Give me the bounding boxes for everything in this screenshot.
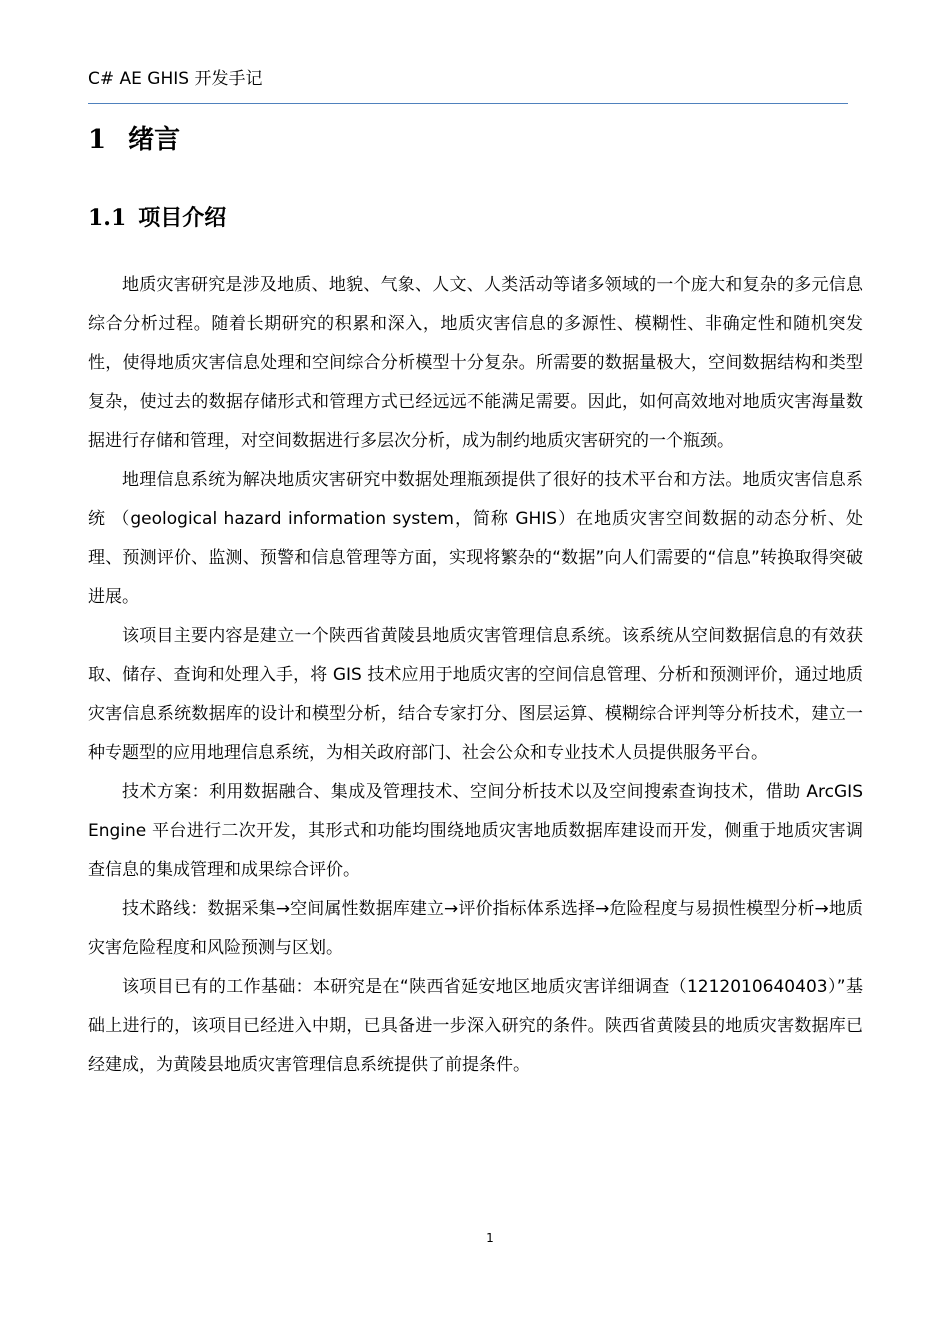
paragraph-project-content: 该项目主要内容是建立一个陕西省黄陵县地质灾害管理信息系统。该系统从空间数据信息的有效获取、储存、查询和处理入手，将 GIS 技术应用于地质灾害的空间信息管理、分析和预测评价，通过地质灾害信息系统数据库的设计和模型分析，结合专家打分、图层运算、模糊综合评判等分析技术，建立一种专题型的应用地理信息系统，为相关政府部门、社会公众和专业技术人员提供服务平台。	[88, 626, 863, 763]
paragraph-gis: 地理信息系统为解决地质灾害研究中数据处理瓶颈提供了很好的技术平台和方法。地质灾害信息系统 （geological hazard information system，简称 GHIS）在地质灾害空间数据的动态分析、处理、预测评价、监测、预警和信息管理等方面，实现将繁杂的“数据”向人们需要的“信息”转换取得突破进展。	[88, 470, 863, 607]
page-number: 1	[486, 1231, 494, 1245]
section-number: 1.1	[88, 205, 127, 231]
chapter-number: 1	[88, 125, 107, 155]
body-text	[88, 266, 863, 1085]
paragraph-intro: 地质灾害研究是涉及地质、地貌、气象、人文、人类活动等诸多领域的一个庞大和复杂的多元信息综合分析过程。随着长期研究的积累和深入，地质灾害信息的多源性、模糊性、非确定性和随机突发性，使得地质灾害信息处理和空间综合分析模型十分复杂。所需要的数据量极大，空间数据结构和类型复杂，使过去的数据存储形式和管理方式已经远远不能满足需要。因此，如何高效地对地质灾害海量数据进行存储和管理，对空间数据进行多层次分析，成为制约地质灾害研究的一个瓶颈。	[88, 275, 863, 451]
chapter-title: 绪言	[128, 125, 181, 155]
paragraph-work-basis: 该项目已有的工作基础：本研究是在“陕西省延安地区地质灾害详细调查（1212010640403）”基础上进行的，该项目已经进入中期，已具备进一步深入研究的条件。陕西省黄陵县的地质灾害数据库已经建成，为黄陵县地质灾害管理信息系统提供了前提条件。	[88, 977, 863, 1075]
section-title: 项目介绍	[138, 205, 227, 231]
paragraph-technical-route: 技术路线：数据采集→空间属性数据库建立→评价指标体系选择→危险程度与易损性模型分析→地质灾害危险程度和风险预测与区划。	[88, 899, 863, 958]
header-rule	[88, 103, 848, 104]
section-heading	[88, 200, 226, 236]
running-header: C# AE GHIS 开发手记	[88, 69, 263, 89]
paragraph-technical-plan: 技术方案：利用数据融合、集成及管理技术、空间分析技术以及空间搜索查询技术，借助 ArcGIS Engine 平台进行二次开发，其形式和功能均围绕地质灾害地质数据库建设而开发，侧重于地质灾害调查信息的集成管理和成果综合评价。	[88, 782, 863, 880]
chapter-heading	[88, 120, 180, 160]
